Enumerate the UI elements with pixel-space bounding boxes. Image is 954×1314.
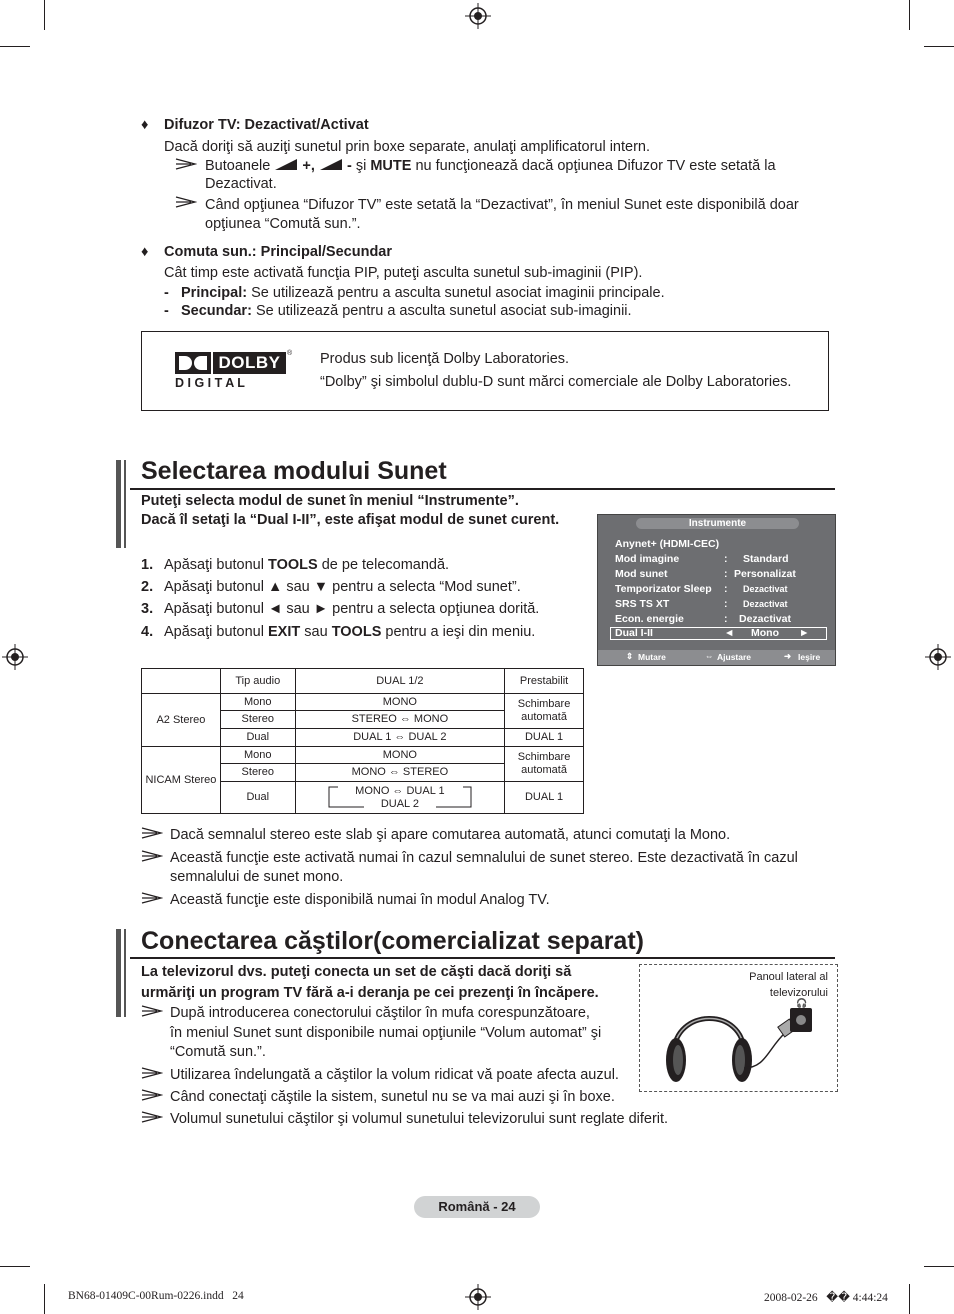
note-line: Volumul sunetului căştilor şi volumul sunetului televizorului sunt reglate diferit. (170, 1111, 669, 1127)
menu-value: Personalizat (734, 568, 796, 580)
menu-sep: : (724, 553, 728, 565)
section-rule (130, 957, 835, 959)
step-number: 2. (141, 579, 154, 595)
section-title: Selectarea modului Sunet (141, 457, 447, 485)
note-line: opţiunea “Comută sun.”. (205, 216, 361, 232)
sub-item: Secundar: Se utilizează pentru a asculta sunetul asociat sub-imaginii. (181, 303, 632, 319)
dolby-digital-text: D I G I T A L (175, 376, 245, 390)
registration-mark-icon (465, 1284, 491, 1310)
print-date: 2008-02-26 �� 4:44:24 (764, 1292, 888, 1304)
table-cell: DUAL 1 (505, 782, 584, 814)
step-text: Apăsaţi butonul ▲ sau ▼ pentru a selecta “Mod sunet”. (164, 579, 521, 595)
note-line: După introducerea conectorului căştilor în mufa corespunzătoare, (170, 1005, 590, 1021)
table-cell: Mono (220, 694, 295, 711)
table-cell: Schimbare automată (505, 747, 584, 782)
registration-mark-icon (925, 644, 951, 670)
dash: - (164, 285, 169, 301)
section-side-bar (124, 929, 126, 1017)
table-cell: Stereo (220, 764, 295, 782)
crop-mark (44, 1284, 45, 1314)
crop-mark (0, 46, 30, 47)
note-arrow-icon (141, 1089, 163, 1101)
table-cell (142, 669, 221, 694)
table-cell-line: MONO ⇔ DUAL 1 (355, 784, 445, 797)
lead-text: La televizorul dvs. puteţi conecta un set de căşti dacă doriţi să (141, 964, 572, 980)
note-arrow-icon (141, 1005, 163, 1017)
menu-value-selected: Mono (751, 627, 779, 639)
table-cell: Dual (220, 729, 295, 747)
note-arrow-icon (141, 1067, 163, 1079)
menu-value: Dezactivat (743, 584, 788, 594)
dolby-wordmark: DOLBY (213, 352, 286, 374)
menu-item: Anynet+ (HDMI-CEC) (615, 538, 720, 550)
step-number: 1. (141, 557, 154, 573)
menu-sep: : (724, 568, 728, 580)
table-cell: MONO ⇔ STEREO (295, 764, 504, 782)
note-line: “Comută sun.”. (170, 1044, 266, 1060)
menu-item: Mod imagine (615, 553, 680, 565)
bullet-title: Difuzor TV: Dezactivat/Activat (164, 117, 369, 133)
section-side-bar (116, 460, 121, 548)
step-text: Apăsaţi butonul ◄ sau ► pentru a selecta opţiunea dorită. (164, 601, 540, 617)
note-line: Butoanele +, - şi MUTE nu funcţionează dacă opţiunea Difuzor TV este setată la (205, 158, 776, 174)
table-cell: MONO (295, 747, 504, 764)
bullet-diamond-icon: ♦ (141, 244, 149, 260)
menu-sep: : (724, 613, 728, 625)
dash: - (164, 303, 169, 319)
menu-footer-item: Ajustare (717, 652, 752, 662)
table-header: Prestabilit (505, 669, 584, 694)
note-line: Această funcţie este disponibilă numai în modul Analog TV. (170, 892, 550, 908)
figure-caption-line: Panoul lateral al (749, 971, 828, 983)
headphones-icon (656, 998, 818, 1086)
note-arrow-icon (141, 827, 163, 839)
menu-item: Mod sunet (615, 568, 668, 580)
crop-mark (0, 1266, 30, 1267)
step-text: Apăsaţi butonul TOOLS de pe telecomandă. (164, 557, 450, 573)
crop-mark (909, 1284, 910, 1314)
cycle-bracket-icon (326, 785, 476, 809)
note-arrow-icon (175, 196, 197, 208)
note-arrow-icon (141, 850, 163, 862)
table-cell: STEREO ⇔ MONO (295, 711, 504, 729)
figure-caption-line: televizorului (769, 987, 828, 999)
section-side-bar (116, 929, 121, 1017)
menu-item-selected: Dual I-II (615, 627, 653, 639)
audio-mode-table (141, 668, 584, 814)
menu-sep: : (724, 598, 728, 610)
table-cell: DUAL 1 (505, 729, 584, 747)
table-group-label: NICAM Stereo (142, 747, 221, 814)
table-header-row (142, 669, 584, 694)
svg-text:🎧: 🎧 (796, 999, 808, 1009)
bullet-diamond-icon: ♦ (141, 117, 149, 133)
dolby-line: “Dolby” şi simbolul dublu-D sunt mărci comerciale ale Dolby Laboratories. (320, 374, 792, 390)
right-arrow-icon: ► (799, 627, 810, 639)
file-name: BN68-01409C-00Rum-0226.indd 24 (68, 1290, 244, 1302)
table-cell: DUAL 1 ⇔ DUAL 2 (295, 729, 504, 747)
menu-value: Dezactivat (743, 599, 788, 609)
step-number: 3. (141, 601, 154, 617)
note-line: Dacă semnalul stereo este slab şi apare comutarea automată, atunci comutaţi la Mono. (170, 827, 731, 843)
sub-item: Principal: Se utilizează pentru a asculta sunetul asociat imaginii principale. (181, 285, 665, 301)
note-arrow-icon (175, 158, 197, 170)
adjust-icon: ⇔ (705, 651, 714, 661)
table-row (142, 747, 584, 764)
page-number-badge: Română - 24 (414, 1196, 540, 1218)
menu-item: SRS TS XT (615, 598, 670, 610)
crop-mark (44, 0, 45, 30)
paragraph: Cât timp este activată funcţia PIP, puteţi asculta sunetul sub-imaginii (PIP). (164, 265, 643, 281)
note-line: Utilizarea îndelungată a căştilor la volum ridicat vă poate afecta auzul. (170, 1067, 619, 1083)
crop-mark (924, 1266, 954, 1267)
step-text: Apăsaţi butonul EXIT sau TOOLS pentru a ieşi din meniu. (164, 624, 536, 640)
registration-mark-icon (465, 3, 491, 29)
menu-item: Econ. energie (615, 613, 684, 625)
lead-text: Puteţi selecta modul de sunet în meniul “Instrumente”. (141, 493, 519, 509)
note-line: Această funcţie este activată numai în cazul semnalului de sunet stereo. Este dezactivată în cazul (170, 850, 798, 866)
section-title: Conectarea căştilor(comercializat separat) (141, 927, 644, 955)
tools-menu-screenshot (597, 514, 836, 666)
bullet-title: Comuta sun.: Principal/Secundar (164, 244, 393, 260)
note-line: Dezactivat. (205, 176, 277, 192)
dolby-line: Produs sub licenţă Dolby Laboratories. (320, 351, 570, 367)
menu-value: Standard (743, 553, 789, 565)
menu-item: Temporizator Sleep (615, 583, 712, 595)
table-cell-line: DUAL 2 (380, 797, 419, 810)
lead-text: urmăriţi un program TV fără a-i deranja pe cei prezenţi în încăpere. (141, 985, 599, 1001)
table-cell: Stereo (220, 711, 295, 729)
move-icon: ⇕ (626, 651, 634, 661)
table-row (142, 694, 584, 711)
note-line: semnalului de sunet mono. (170, 869, 344, 885)
table-cell: Schimbare automată (505, 694, 584, 729)
lead-text: Dacă îl setaţi la “Dual I-II”, este afişat modul de sunet curent. (141, 512, 560, 528)
section-rule (130, 488, 835, 490)
dolby-double-d-icon (175, 352, 211, 374)
menu-title: Instrumente (636, 518, 799, 529)
crop-mark (909, 0, 910, 30)
menu-footer-item: Ieşire (798, 652, 821, 662)
registration-mark-icon (2, 644, 28, 670)
table-cell: Dual (220, 782, 295, 814)
menu-value: Dezactivat (739, 613, 791, 625)
note-line: în meniul Sunet sunt disponibile numai opţiunile “Volum automat” şi (170, 1025, 602, 1041)
crop-mark (924, 46, 954, 47)
table-header: Tip audio (220, 669, 295, 694)
note-arrow-icon (141, 1111, 163, 1123)
registered-mark: ® (287, 350, 293, 357)
section-side-bar (124, 460, 126, 548)
paragraph: Dacă doriţi să auziţi sunetul prin boxe separate, anulaţi amplificatorul intern. (164, 139, 651, 155)
volume-up-icon (274, 158, 298, 171)
note-line: Când conectaţi căştile la sistem, sunetul nu se va mai auzi şi în boxe. (170, 1089, 615, 1105)
left-arrow-icon: ◄ (724, 627, 735, 639)
menu-footer-item: Mutare (638, 652, 666, 662)
table-cell: MONO (295, 694, 504, 711)
dolby-logo (175, 350, 293, 392)
figure-caption (700, 969, 828, 1001)
exit-icon: ➜ (784, 651, 792, 661)
note-arrow-icon (141, 892, 163, 904)
step-number: 4. (141, 624, 154, 640)
table-header: DUAL 1/2 (295, 669, 504, 694)
volume-down-icon (319, 158, 343, 171)
note-line: Când opţiunea “Difuzor TV” este setată la “Dezactivat”, în meniul Sunet este disponibilă doar (205, 197, 799, 213)
table-group-label: A2 Stereo (142, 694, 221, 747)
menu-sep: : (724, 583, 728, 595)
table-cell: Mono (220, 747, 295, 764)
table-cell (295, 782, 504, 814)
